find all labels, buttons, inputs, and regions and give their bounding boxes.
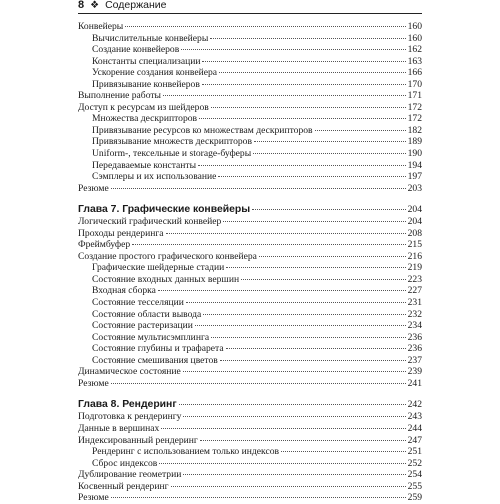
page-number: 8 — [78, 0, 85, 11]
toc-entry-page: 234 — [407, 320, 422, 332]
toc-entry-title: Выполнение работы — [78, 90, 161, 102]
leader-dots — [220, 360, 406, 361]
toc-entry-page: 160 — [407, 21, 422, 32]
leader-dots — [218, 176, 405, 177]
leader-dots — [200, 440, 406, 441]
toc-subentry — [78, 171, 422, 183]
leader-dots — [211, 107, 406, 108]
toc-entry-page: 204 — [407, 216, 422, 228]
toc-subentry — [78, 148, 422, 160]
leader-dots — [254, 141, 406, 142]
toc-entry-title: Множества дескрипторов — [92, 113, 198, 125]
leader-dots — [315, 130, 406, 131]
toc-entry-page: 247 — [407, 434, 422, 446]
chapter-page: 242 — [407, 399, 422, 411]
chapter-title: Глава 7. Графические конвейеры — [78, 204, 251, 216]
toc-entry-title: Подготовка к рендерингу — [78, 411, 182, 423]
toc-entry — [78, 239, 422, 251]
toc-entry-page: 203 — [407, 182, 422, 194]
toc-entry — [78, 102, 422, 114]
leader-dots — [158, 290, 406, 291]
chapter-heading — [78, 203, 422, 216]
toc-entry-page: 232 — [407, 308, 422, 320]
toc-subentry — [78, 297, 422, 309]
toc-subentry — [78, 56, 422, 68]
toc-subentry — [78, 332, 422, 344]
toc-entry-page: 254 — [407, 469, 422, 481]
toc-entry-title: Проходы рендеринга — [78, 227, 164, 239]
toc-entry-title: Доступ к ресурсам из шейдеров — [78, 101, 209, 113]
toc-entry-title: Конвейеры — [78, 21, 124, 32]
diamond-bullet-icon: ❖ — [90, 0, 100, 11]
toc-subentry — [78, 125, 422, 137]
chapter-title: Глава 8. Рендеринг — [78, 399, 177, 411]
leader-dots — [226, 348, 406, 349]
toc-entry-title: Ускорение создания конвейера — [92, 67, 218, 79]
leader-dots — [223, 221, 405, 222]
table-of-contents — [78, 21, 422, 504]
toc-entry-page: 189 — [407, 136, 422, 148]
leader-dots — [195, 325, 406, 326]
toc-subentry — [78, 67, 422, 79]
leader-dots — [186, 302, 406, 303]
toc-entry — [78, 216, 422, 228]
toc-entry — [78, 481, 422, 493]
toc-entry-page: 243 — [407, 411, 422, 423]
toc-entry-page: 236 — [407, 331, 422, 343]
leader-dots — [202, 61, 405, 62]
toc-entry-page: 255 — [407, 480, 422, 492]
leader-dots — [252, 209, 405, 210]
toc-entry — [78, 469, 422, 481]
toc-entry-title: Состояние входных данных вершин — [92, 273, 240, 285]
running-title: Содержание — [105, 0, 167, 11]
leader-dots — [179, 404, 406, 405]
leader-dots — [202, 84, 406, 85]
toc-subentry — [78, 458, 422, 470]
leader-dots — [199, 118, 406, 119]
toc-entry-title: Привязывание ресурсов ко множествам дескрипторов — [92, 124, 313, 136]
toc-subentry — [78, 262, 422, 274]
leader-dots — [198, 165, 406, 166]
toc-entry-title: Состояние тесселяции — [92, 297, 184, 309]
leader-dots — [111, 383, 406, 384]
leader-dots — [183, 371, 406, 372]
leader-dots — [183, 474, 405, 475]
leader-dots — [181, 49, 405, 50]
toc-entry — [78, 378, 422, 390]
toc-entry-title: Вычислительные конвейеры — [92, 32, 209, 44]
toc-entry-title: Косвенный рендеринг — [78, 480, 169, 492]
toc-subentry — [78, 343, 422, 355]
toc-entry-title: Данные в вершинах — [78, 422, 160, 434]
toc-entry-page: 231 — [407, 297, 422, 309]
toc-entry-page: 251 — [407, 446, 422, 458]
leader-dots — [161, 428, 405, 429]
toc-entry-page: 239 — [407, 366, 422, 378]
toc-entry-title: Фреймбуфер — [78, 239, 131, 251]
leader-dots — [281, 451, 406, 452]
leader-dots — [171, 486, 406, 487]
toc-subentry — [78, 113, 422, 125]
leader-dots — [166, 233, 406, 234]
toc-entry-page: 166 — [407, 67, 422, 79]
toc-entry-title: Входная сборка — [92, 285, 156, 297]
toc-subentry — [78, 320, 422, 332]
toc-entry — [78, 21, 422, 33]
page-header — [78, 0, 422, 14]
leader-dots — [159, 463, 405, 464]
leader-dots — [226, 267, 405, 268]
chapter-page: 204 — [407, 204, 422, 216]
toc-entry-page: 160 — [407, 32, 422, 44]
toc-entry-page: 162 — [407, 44, 422, 56]
leader-dots — [111, 497, 406, 498]
toc-entry-title: Создание простого графического конвейера — [78, 250, 257, 262]
leader-dots — [111, 188, 406, 189]
toc-entry-page: 163 — [407, 55, 422, 67]
toc-entry-page: 237 — [407, 354, 422, 366]
leader-dots — [125, 26, 405, 27]
toc-entry-page: 215 — [407, 239, 422, 251]
toc-entry-page: 216 — [407, 250, 422, 262]
toc-entry-page: 172 — [407, 113, 422, 125]
toc-subentry — [78, 285, 422, 297]
toc-subentry — [78, 355, 422, 367]
toc-entry — [78, 366, 422, 378]
leader-dots — [163, 95, 406, 96]
leader-dots — [259, 256, 406, 257]
toc-entry-title: Состояние смешивания цветов — [92, 354, 218, 366]
toc-entry-title: Состояние мультисэмплинга — [92, 331, 210, 343]
toc-entry-title: Сброс индексов — [92, 457, 158, 469]
toc-entry-title: Создание конвейеров — [92, 44, 180, 56]
toc-entry-title: Логический графический конвейер — [78, 216, 222, 228]
toc-subentry — [78, 160, 422, 172]
toc-block-chapter8 — [78, 411, 422, 503]
toc-entry-page: 182 — [407, 124, 422, 136]
toc-entry-title: Сэмплеры и их использование — [92, 171, 217, 183]
leader-dots — [241, 279, 406, 280]
toc-entry-title: Графические шейдерные стадии — [92, 262, 225, 274]
leader-dots — [211, 337, 405, 338]
toc-entry-page: 170 — [407, 78, 422, 90]
leader-dots — [253, 153, 405, 154]
toc-entry-page: 172 — [407, 101, 422, 113]
toc-entry — [78, 435, 422, 447]
toc-entry-title: Дублирование геометрии — [78, 469, 182, 481]
toc-subentry — [78, 44, 422, 56]
toc-entry-page: 194 — [407, 159, 422, 171]
toc-entry-title: Состояние глубины и трафарета — [92, 343, 224, 355]
chapter-heading — [78, 398, 422, 411]
leader-dots — [132, 244, 405, 245]
toc-entry-page: 219 — [407, 262, 422, 274]
leader-dots — [183, 416, 405, 417]
toc-entry — [78, 183, 422, 195]
toc-block-chapter7 — [78, 216, 422, 389]
toc-entry — [78, 411, 422, 423]
toc-entry-title: Передаваемые константы — [92, 159, 197, 171]
leader-dots — [203, 314, 405, 315]
toc-entry-page: 241 — [407, 377, 422, 389]
toc-subentry — [78, 79, 422, 91]
toc-entry-title: Состояние растеризации — [92, 320, 193, 332]
toc-entry-title: Резюме — [78, 182, 109, 194]
toc-entry-title: Uniform-, тексельные и storage-буферы — [92, 148, 252, 160]
leader-dots — [219, 72, 406, 73]
toc-entry-page: 227 — [407, 285, 422, 297]
toc-entry-title: Резюме — [78, 377, 109, 389]
toc-entry-page: 223 — [407, 273, 422, 285]
toc-entry-page: 259 — [407, 492, 422, 504]
toc-subentry — [78, 446, 422, 458]
toc-entry-title: Привязывание множеств дескрипторов — [92, 136, 252, 148]
leader-dots — [210, 38, 405, 39]
toc-entry-page: 252 — [407, 457, 422, 469]
toc-entry-page: 244 — [407, 422, 422, 434]
toc-entry-title: Состояние области вывода — [92, 308, 202, 320]
toc-entry-title: Динамическое состояние — [78, 366, 181, 378]
toc-entry — [78, 251, 422, 263]
toc-subentry — [78, 136, 422, 148]
toc-subentry — [78, 309, 422, 321]
toc-entry-page: 236 — [407, 343, 422, 355]
toc-entry-title: Привязывание конвейеров — [92, 78, 200, 90]
toc-entry — [78, 90, 422, 102]
toc-entry — [78, 228, 422, 240]
toc-entry-page: 171 — [407, 90, 422, 102]
toc-block-chapter6-part — [78, 21, 422, 194]
toc-entry-title: Константы специализации — [92, 55, 201, 67]
toc-entry-page: 208 — [407, 227, 422, 239]
toc-subentry — [78, 33, 422, 45]
toc-entry — [78, 423, 422, 435]
toc-entry-title: Резюме — [78, 492, 109, 504]
toc-entry — [78, 492, 422, 504]
toc-entry-title: Индексированный рендеринг — [78, 434, 198, 446]
toc-entry-title: Рендеринг с использованием только индексов — [92, 446, 280, 458]
toc-subentry — [78, 274, 422, 286]
toc-entry-page: 197 — [407, 171, 422, 183]
toc-entry-page: 190 — [407, 148, 422, 160]
